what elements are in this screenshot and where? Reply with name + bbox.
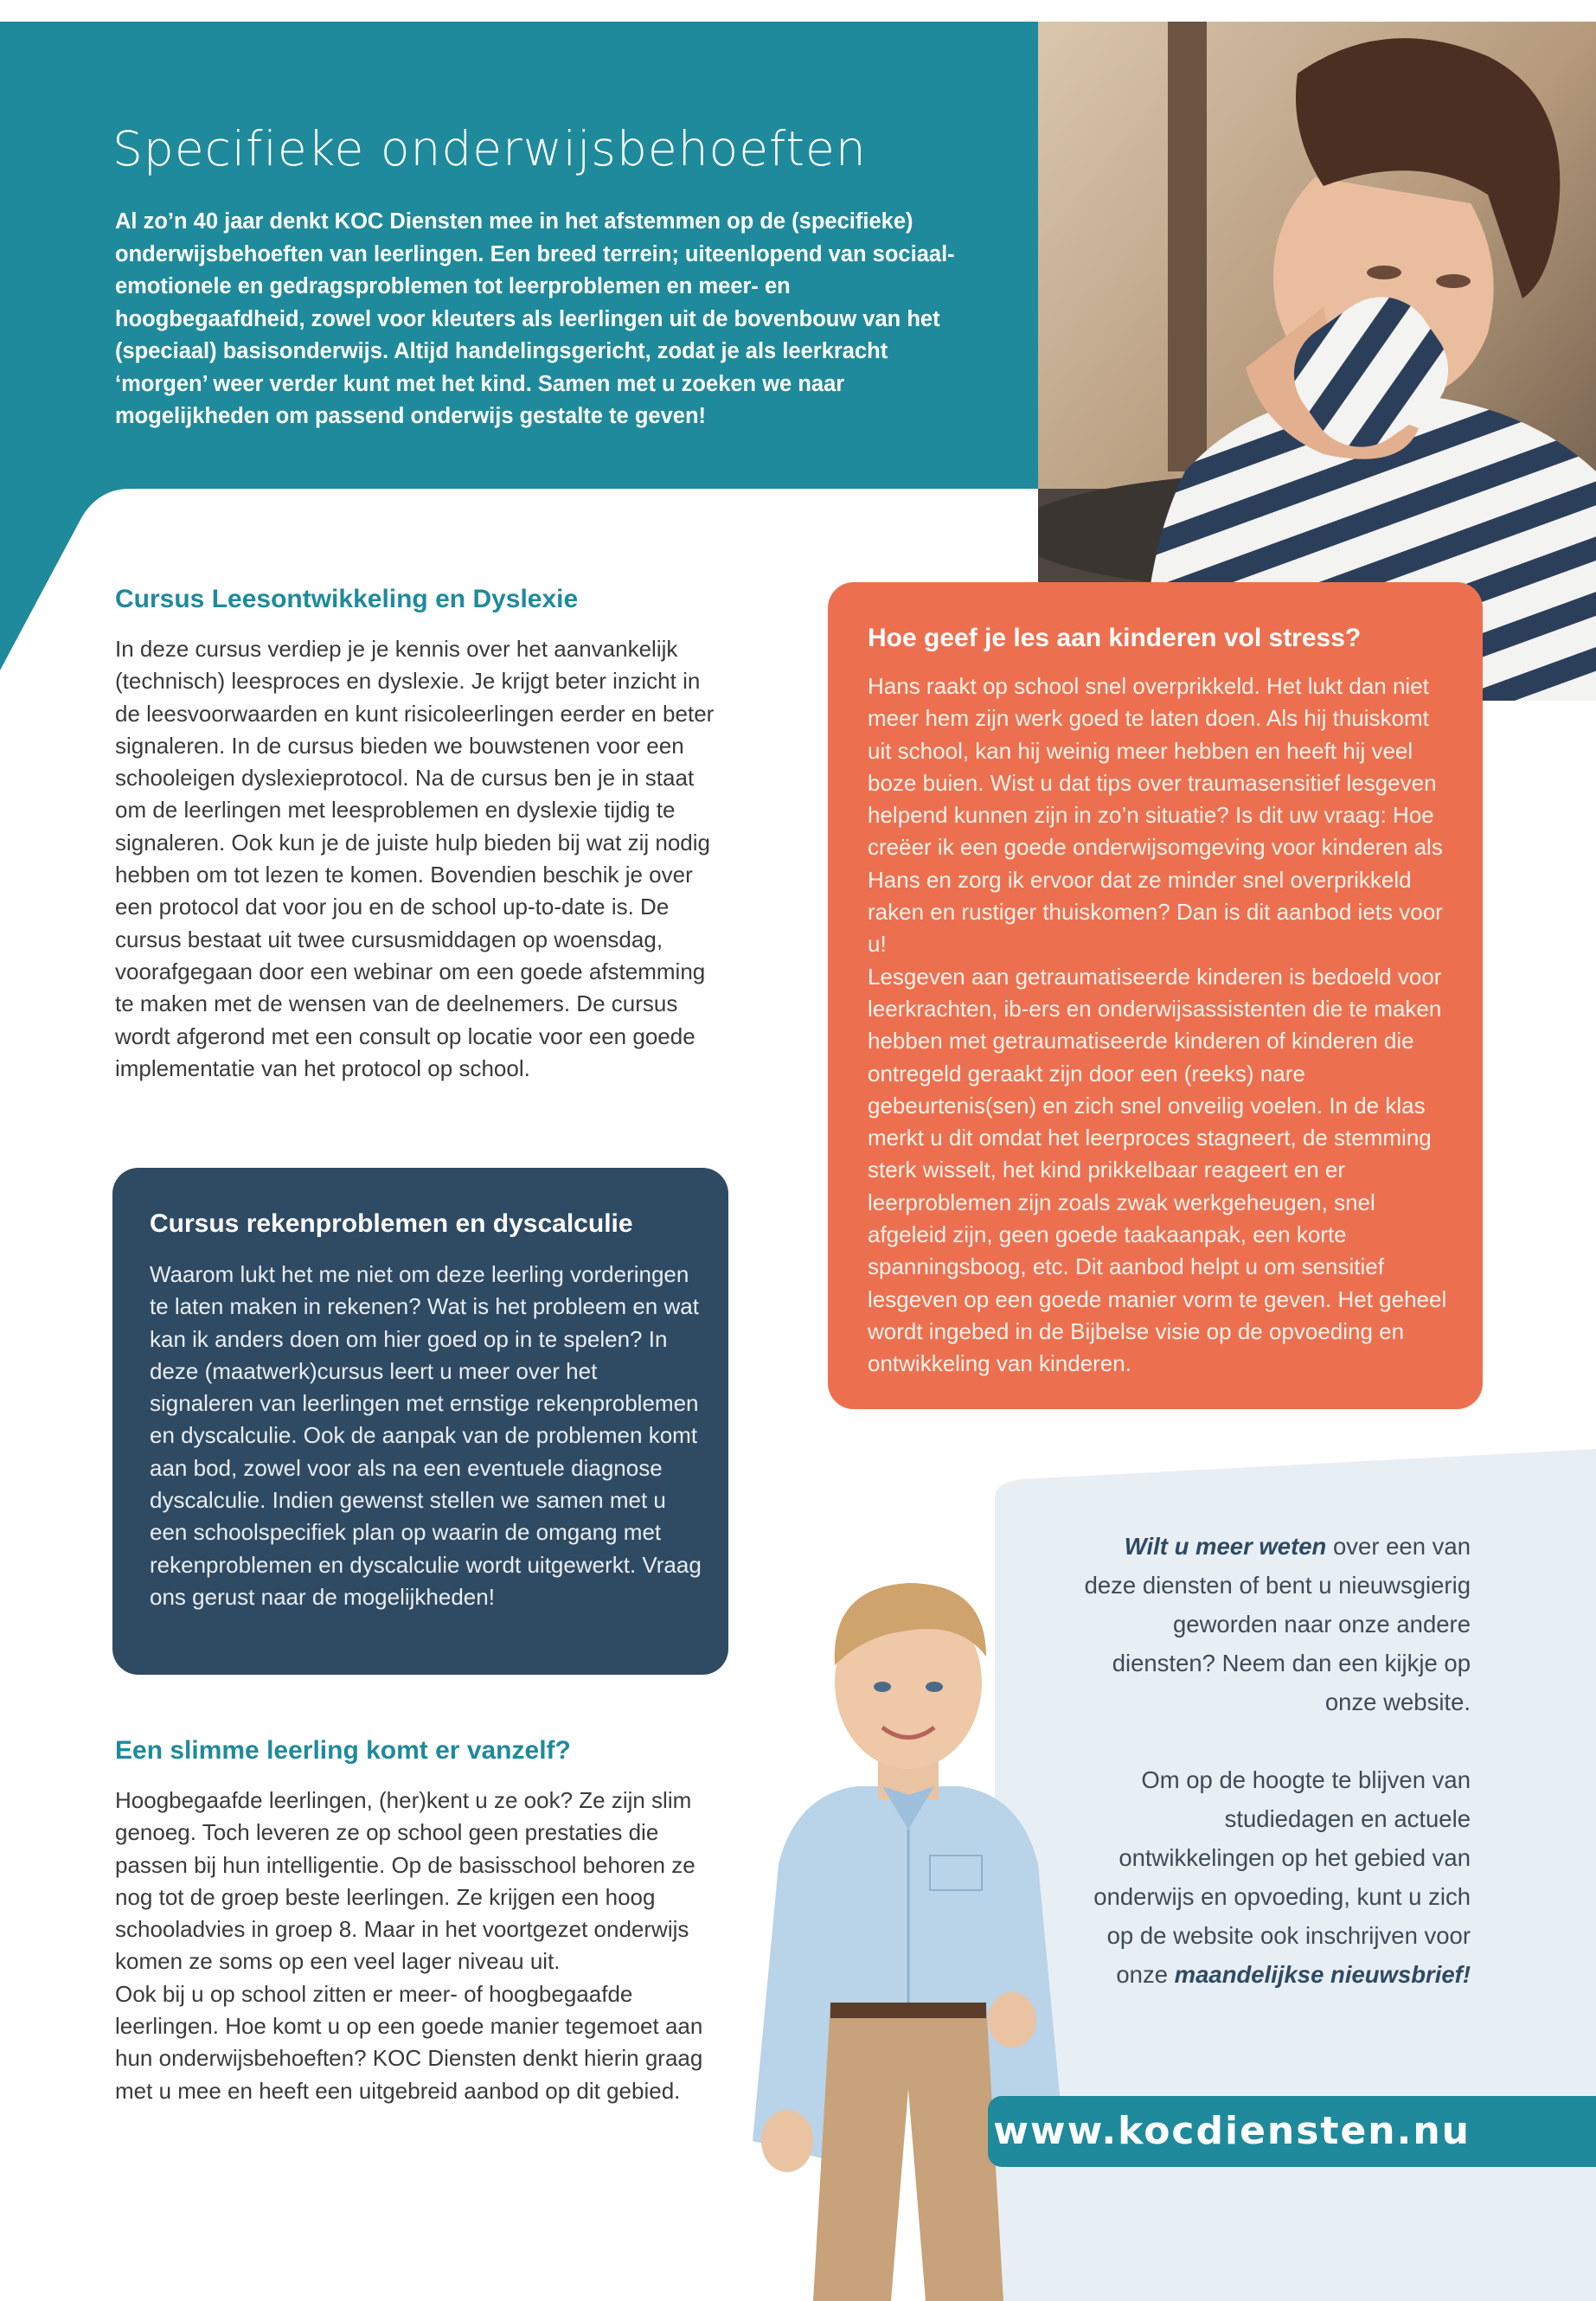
stress-title: Hoe geef je les aan kinderen vol stress?	[868, 624, 1362, 652]
reken-title: Cursus rekenproblemen en dyscalculie	[150, 1209, 633, 1238]
page-title: Specifieke onderwijsbehoeften	[112, 121, 867, 176]
info-emphasis-1: Wilt u meer weten	[1124, 1533, 1327, 1560]
lees-title: Cursus Leesontwikkeling en Dyslexie	[115, 585, 579, 613]
reken-body: Waarom lukt het me niet om deze leerling vorderingen te laten maken in rekenen? Wat is het probleem en wat kan ik anders doen om hier goed op in te spelen? In deze (maatwerk)cursus leert u meer over het signaleren van leerlingen met ernstige rekenproblemen en dyscalculie. Ook de aanpak van de problemen komt aan bod, zowel voor als na een eventuele diagnose dyscalculie. Indien gewenst stellen we samen met u een schoolspecifiek plan op waarin de omgang met rekenproblemen en dyscalculie wordt uitgewerkt. Vraag ons gerust naar de mogelijkheden!	[150, 1261, 702, 1610]
info-emphasis-2: maandelijkse nieuwsbrief!	[1174, 1961, 1471, 1988]
slim-body: Hoogbegaafde leerlingen, (her)kent u ze ook? Ze zijn slim genoeg. Toch leveren ze op school geen prestaties die passen bij hun intelligentie. Op de basisschool behoren ze nog tot de groep beste leerlingen. Ze krijgen een hoog schooladvies in groep 8. Maar in het voortgezet onderwijs komen ze soms op een veel lager niveau uit. Ook bij u op school zitten er meer- of hoogbegaafde leerlingen. Hoe komt u op een goede manier tegemoet aan hun onderwijsbehoeften? KOC Diensten denkt hierin graag met u mee en heeft een uitgebreid aanbod op dit gebied.	[115, 1787, 703, 2104]
website-link[interactable]: www.kocdiensten.nu	[993, 2109, 1471, 2153]
stress-body: Hans raakt op school snel overprikkeld. Het lukt dan niet meer hem zijn werk goed te laten doen. Als hij thuiskomt uit school, kan hij weinig meer hebben en heeft hij veel boze buien. Wist u dat tips over traumasensitief lesgeven helpend kunnen zijn in zo’n situatie? Is dit uw vraag: Hoe creëer ik een goede onderwijsomgeving voor kinderen als Hans en zorg ik ervoor dat ze minder snel overprikkeld raken en rustiger thuiskomen? Dan is dit aanbod iets voor u! Lesgeven aan getraumatiseerde kinderen is bedoeld voor leerkrachten, ib-ers en onderwijsassistenten die te maken hebben met getraumatiseerde kinderen of kinderen die ontregeld geraakt zijn door een (reeks) nare gebeurtenis(sen) en zich snel onveilig voelen. In de klas merkt u dit omdat het leerproces stagneert, de stemming sterk wisselt, het kind prikkelbaar reageert en er leerproblemen zijn zoals zwak werkgeheugen, snel afgeleid zijn, geen goede taakaanpak, een korte spanningsboog, etc. Dit aanbod helpt u om sensitief lesgeven op een goede manier vorm te geven. Het geheel wordt ingebed in de Bijbelse visie op de opvoeding en ontwikkeling van kinderen.	[868, 673, 1447, 1377]
lees-body: In deze cursus verdiep je je kennis over het aanvankelijk (technisch) leesproces en dyslexie. Je krijgt beter inzicht in de leesvoorwaarden en kunt risicoleerlingen eerder en beter signaleren. In de cursus bieden we bouwstenen voor een schooleigen dyslexieprotocol. Na de cursus ben je in staat om de leerlingen met leesproblemen en dyslexie tijdig te signaleren. Ook kun je de juiste hulp bieden bij wat zij nodig hebben om tot lezen te komen. Bovendien beschik je over een protocol dat voor jou en de school up-to-date is. De cursus bestaat uit twee cursusmiddagen op woensdag, voorafgegaan door een webinar om een goede afstemming te maken met de wensen van de deelnemers. De cursus wordt afgerond met een consult op locatie voor een goede implementatie van het protocol op school.	[115, 636, 715, 1081]
info-block	[1073, 1527, 1471, 1994]
slim-title: Een slimme leerling komt er vanzelf?	[115, 1736, 571, 1765]
photo-smiling-boy	[727, 1535, 1090, 2301]
info-paragraph-1: Wilt u meer weten over een van deze diensten of bent u nieuwsgierig geworden naar onze andere diensten? Neem dan een kijkje op onze website.	[1084, 1533, 1471, 1715]
info-paragraph-2: Om op de hoogte te blijven van studiedagen en actuele ontwikkelingen op het gebied van onderwijs en opvoeding, kunt u zich op de website ook inschrijven voor onze maandelijkse nieuwsbrief!	[1093, 1766, 1471, 1988]
hero-intro: Al zo’n 40 jaar denkt KOC Diensten mee in het afstemmen op de (specifieke) onderwijsbehoeften van leerlingen. Een breed terrein; uiteenlopend van sociaal-emotionele en gedragsproblemen tot leerproblemen en meer- en hoogbegaafdheid, zowel voor kleuters als leerlingen uit de bovenbouw van het (speciaal) basisonderwijs. Altijd handelingsgericht, zodat je als leerkracht ‘morgen’ weer verder kunt met het kind. Samen met u zoeken we naar mogelijkheden om passend onderwijs gestalte te geven!	[115, 209, 955, 428]
